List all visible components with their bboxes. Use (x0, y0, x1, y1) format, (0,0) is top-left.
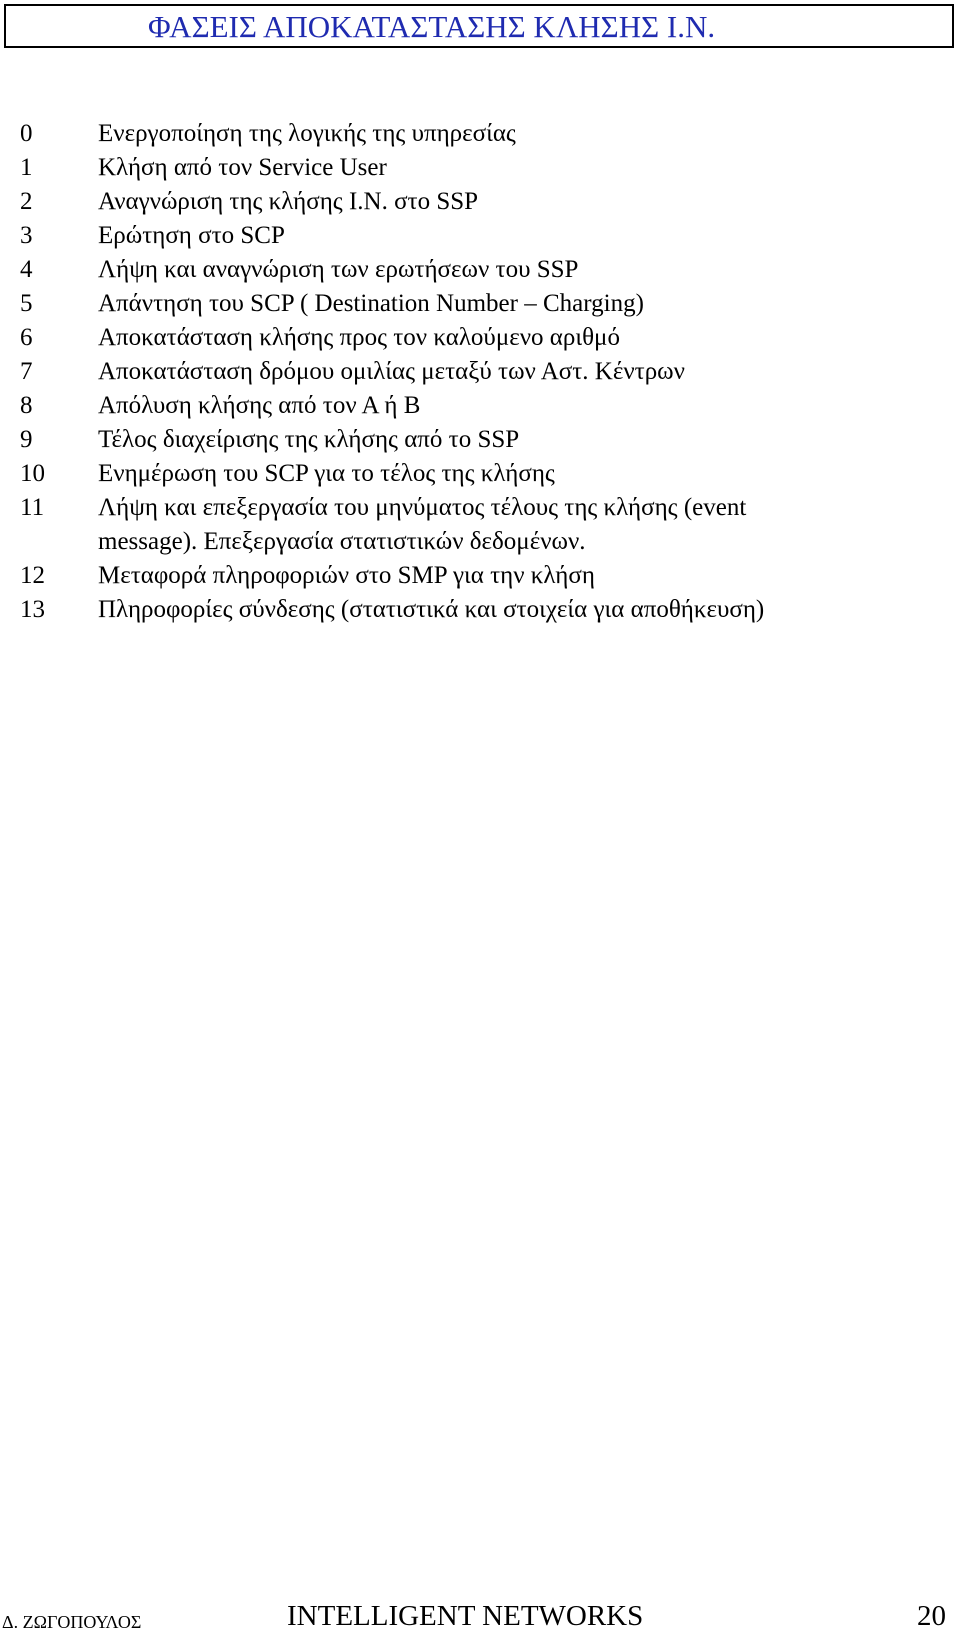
phase-number: 0 (20, 120, 33, 147)
phase-item-8 (0, 389, 960, 423)
phase-text: Πληροφορίες σύνδεσης (στατιστικά και στοιχεία για αποθήκευση) (98, 596, 765, 623)
phase-item-2 (0, 185, 960, 219)
phase-item-7 (0, 355, 960, 389)
phase-text: Ερώτηση στο SCP (98, 222, 285, 249)
phase-text: Ενημέρωση του SCP για το τέλος της κλήσης (98, 460, 555, 487)
phase-item-10 (0, 457, 960, 491)
phase-number: 13 (20, 596, 45, 623)
phase-number: 5 (20, 290, 33, 317)
phase-number: 7 (20, 358, 33, 385)
phase-number: 8 (20, 392, 33, 419)
phase-item-5 (0, 287, 960, 321)
phase-text: Λήψη και επεξεργασία του μηνύματος τέλους της κλήσης (event message). Επεξεργασία στατιστικών δεδομένων. (98, 494, 747, 555)
phase-text: Ενεργοποίηση της λογικής της υπηρεσίας (98, 120, 516, 147)
phase-text: Λήψη και αναγνώριση των ερωτήσεων του SSP (98, 256, 579, 283)
phase-item-4 (0, 253, 960, 287)
phase-item-0 (0, 117, 960, 151)
page-title: ΦΑΣΕΙΣ ΑΠΟΚΑΤΑΣΤΑΣΗΣ ΚΛΗΣΗΣ Ι.Ν. (148, 9, 716, 44)
phase-number: 9 (20, 426, 33, 453)
phase-number: 3 (20, 222, 33, 249)
phase-item-12 (0, 559, 960, 593)
phase-number: 11 (20, 494, 45, 521)
page-footer (0, 1597, 960, 1637)
footer-author: Δ. ΖΩΓΟΠΟΥΛΟΣ (2, 1612, 142, 1632)
phase-item-13 (0, 593, 960, 627)
phase-list (0, 117, 960, 627)
phase-number: 6 (20, 324, 33, 351)
phase-text: Απάντηση του SCP ( Destination Number – Charging) (98, 290, 644, 317)
footer-course-title: INTELLIGENT NETWORKS (287, 1600, 644, 1632)
page-number: 20 (917, 1600, 946, 1632)
phase-item-6 (0, 321, 960, 355)
phase-number: 1 (20, 154, 33, 181)
phase-text: Κλήση από τον Service User (98, 154, 387, 181)
phase-number: 12 (20, 562, 45, 589)
phase-number: 4 (20, 256, 33, 283)
phase-text: Αποκατάσταση δρόμου ομιλίας μεταξύ των Αστ. Κέντρων (98, 358, 685, 385)
phase-text: Μεταφορά πληροφοριών στο SMP για την κλήση (98, 562, 595, 589)
phase-number: 10 (20, 460, 45, 487)
phase-number: 2 (20, 188, 33, 215)
phase-text: Αναγνώριση της κλήσης Ι.Ν. στο SSP (98, 188, 479, 215)
title-box (4, 4, 954, 48)
phase-item-9 (0, 423, 960, 457)
phase-text: Απόλυση κλήσης από τον Α ή Β (98, 392, 421, 419)
phase-item-1 (0, 151, 960, 185)
phase-item-11 (0, 491, 960, 559)
phase-item-3 (0, 219, 960, 253)
phase-text: Τέλος διαχείρισης της κλήσης από το SSP (98, 426, 520, 453)
phase-text: Αποκατάσταση κλήσης προς τον καλούμενο αριθμό (98, 324, 620, 351)
